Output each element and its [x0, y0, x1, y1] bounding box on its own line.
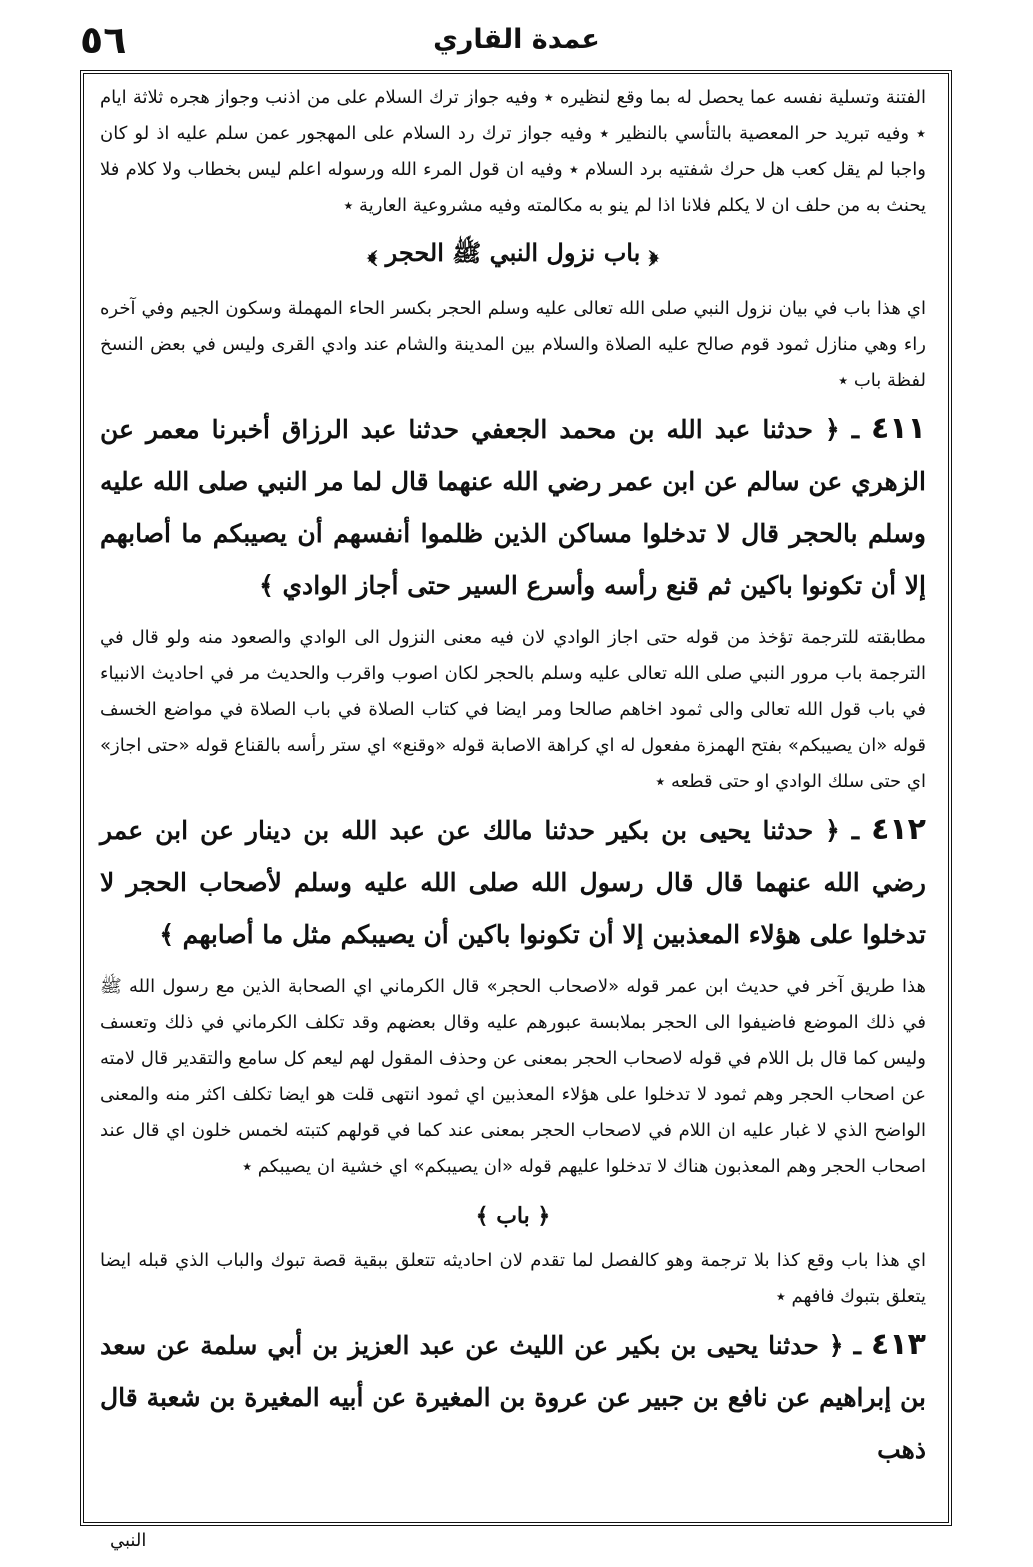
commentary-paragraph: اي هذا باب في بيان نزول النبي صلى الله تعالى عليه وسلم الحجر بكسر الحاء المهملة وسكون الجيم وفي آخره راء وهي منازل ثمود قوم صالح عليه الصلاة والسلام بين المدينة والشام عند وادي القرى وليس في بعض النسخ لفظة باب ٭ [100, 298, 926, 391]
hadith-body: حدثنا يحيى بن بكير عن الليث عن عبد العزيز بن أبي سلمة عن سعد بن إبراهيم عن نافع بن جبير عن عروة بن المغيرة عن أبيه المغيرة بن شعبة قال ذهب [100, 1331, 926, 1464]
footer-catchword: النبي [110, 1530, 147, 1551]
page-body [100, 80, 926, 1512]
hadith-body: حدثنا عبد الله بن محمد الجعفي حدثنا عبد الرزاق أخبرنا معمر عن الزهري عن سالم عن ابن عمر رضي الله عنهما قال لما مر النبي صلى الله عليه وسلم بالحجر قال لا تدخلوا مساكن الذين ظلموا أنفسهم أن يصيبكم ما أصابهم إلا أن تكونوا باكين ثم قنع رأسه وأسرع السير حتى أجاز الوادي ﴾ [100, 415, 926, 600]
running-title: عمدة القاري [433, 24, 600, 55]
hadith-text: ٤١١ ـ ﴿ حدثنا عبد الله بن محمد الجعفي حدثنا عبد الرزاق أخبرنا معمر عن الزهري عن سالم عن ابن عمر رضي الله عنهما قال لما مر النبي صلى الله عليه وسلم بالحجر قال لا تدخلوا مساكن الذين ظلموا أنفسهم أن يصيبكم ما أصابهم إلا أن تكونوا باكين ثم قنع رأسه وأسرع السير حتى أجاز الوادي ﴾ [100, 411, 926, 600]
page-number: ٥٦ [80, 18, 127, 62]
commentary-paragraph: هذا طريق آخر في حديث ابن عمر قوله «لاصحاب الحجر» قال الكرماني اي الصحابة الذين مع رسول الله ﷺ في ذلك الموضع فاضيفوا الى الحجر بملابسة عبورهم عليه وقال بعضهم وقد تكلف الكرماني في ذلك وتعسف وليس كما قال بل اللام في قوله لاصحاب الحجر بمعنى عن وحذف المقول لهم ليعم كل سامع والتقدير قال لامته عن اصحاب الحجر وهم ثمود لا تدخلوا على هؤلاء المعذبين اي ثمود انتهى قلت هو ايضا تكلف اكثر منه والمعنى الواضح الذي لا غبار عليه ان اللام في لاصحاب الحجر بمعنى عند كما في قولهم كتبته لخمس خلون اي قال عند اصحاب الحجر وهم المعذبون هناك لا تدخلوا عليهم قوله «ان يصيبكم» اي خشية ان يصيبكم ٭ [100, 976, 926, 1177]
hadith-text: ٤١٢ ـ ﴿ حدثنا يحيى بن بكير حدثنا مالك عن عبد الله بن دينار عن ابن عمر رضي الله عنهما قال قال رسول الله صلى الله عليه وسلم لأصحاب الحجر لا تدخلوا على هؤلاء المعذبين إلا أن تكونوا باكين أن يصيبكم مثل ما أصابهم ﴾ [100, 812, 926, 949]
commentary-paragraph: الفتنة وتسلية نفسه عما يحصل له بما وقع لنظيره ٭ وفيه جواز ترك السلام على من اذنب وجواز هجره ثلاثة ايام ٭ وفيه تبريد حر المعصية بالتأسي بالنظير ٭ وفيه جواز ترك رد السلام على المهجور عمن سلم عليه اذ لو كان واجبا لم يقل كعب هل حرك شفتيه برد السلام ٭ وفيه ان قول المرء الله ورسوله اعلم ليس بخطاب ولا كلام فلا يحنث به من حلف ان لا يكلم فلانا اذا لم ينو به مكالمته وفيه مشروعية العارية ٭ [100, 87, 926, 216]
page-header [80, 14, 953, 68]
hadith-number: ٤١٣ [871, 1327, 926, 1362]
chapter-heading: ﴿ باب ﴾ [475, 1203, 551, 1229]
hadith-body: حدثنا يحيى بن بكير حدثنا مالك عن عبد الله بن دينار عن ابن عمر رضي الله عنهما قال قال رسول الله صلى الله عليه وسلم لأصحاب الحجر لا تدخلوا على هؤلاء المعذبين إلا أن تكونوا باكين أن يصيبكم مثل ما أصابهم ﴾ [100, 816, 926, 949]
hadith-number: ٤١١ [871, 411, 926, 446]
commentary-paragraph: مطابقته للترجمة تؤخذ من قوله حتى اجاز الوادي لان فيه معنى النزول الى الوادي والصعود منه ولو قال في الترجمة باب مرور النبي صلى الله تعالى عليه وسلم بالحجر لكان اصوب واقرب والحديث مر في احاديث الانبياء في باب قول الله تعالى والى ثمود اخاهم صالحا ومر ايضا في كتاب الصلاة في باب الصلاة في مواضع الخسف قوله «ان يصيبكم» بفتح الهمزة مفعول له اي كراهة الاصابة قوله «وقنع» اي ستر رأسه بالقناع قوله «حتى اجاز» اي حتى سلك الوادي او حتى قطعه ٭ [100, 627, 926, 792]
commentary-paragraph: اي هذا باب وقع كذا بلا ترجمة وهو كالفصل لما تقدم لان احاديثه تتعلق ببقية قصة تبوك والباب الذي قبله ايضا يتعلق بتبوك فافهم ٭ [100, 1250, 926, 1307]
chapter-heading: ﴿ باب نزول النبي ﷺ الحجر ﴾ [367, 238, 659, 267]
hadith-text: ٤١٣ ـ ﴿ حدثنا يحيى بن بكير عن الليث عن عبد العزيز بن أبي سلمة عن سعد بن إبراهيم عن نافع بن جبير عن عروة بن المغيرة عن أبيه المغيرة بن شعبة قال ذهب [100, 1327, 926, 1464]
hadith-number: ٤١٢ [871, 812, 926, 847]
